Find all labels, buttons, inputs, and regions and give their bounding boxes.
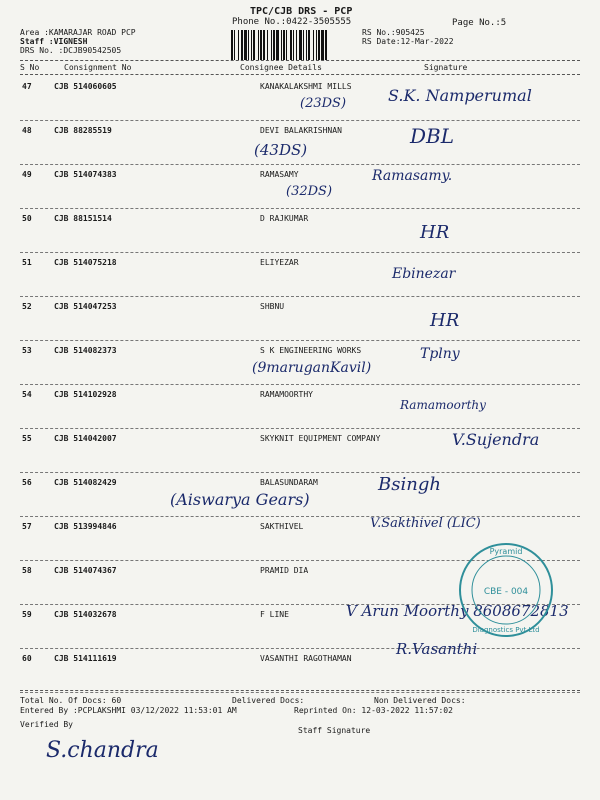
row-sno: 56 — [22, 478, 32, 487]
row-consignee-name: BALASUNDARAM — [260, 478, 318, 487]
row-sno: 58 — [22, 566, 32, 575]
row-consignment-no: CJB 514075218 — [54, 258, 117, 267]
row-signature: S.K. Namperumal — [388, 86, 532, 105]
table-row — [0, 214, 600, 258]
row-signature: Tplny — [420, 346, 460, 362]
row-signature: R.Vasanthi — [396, 640, 478, 658]
header-divider — [20, 60, 580, 61]
row-signature: HR — [420, 222, 450, 243]
row-divider — [20, 384, 580, 385]
barcode-bar — [271, 30, 272, 60]
row-sno: 51 — [22, 258, 32, 267]
row-sno: 47 — [22, 82, 32, 91]
row-consignment-no: CJB 514032678 — [54, 610, 117, 619]
row-sno: 53 — [22, 346, 32, 355]
row-sno: 59 — [22, 610, 32, 619]
barcode-bar — [248, 30, 249, 60]
row-consignee-name: SKYKNIT EQUIPMENT COMPANY — [260, 434, 381, 443]
row-consignee-name: VASANTHI RAGOTHAMAN — [260, 654, 352, 663]
table-row — [0, 640, 600, 698]
table-row — [0, 258, 600, 302]
row-consignee-name: ELIYEZAR — [260, 258, 299, 267]
row-consignment-no: CJB 514102928 — [54, 390, 117, 399]
barcode-bar — [296, 30, 297, 60]
row-divider — [20, 252, 580, 253]
row-divider — [20, 340, 580, 341]
area-label: Area :KAMARAJAR ROAD PCP — [20, 28, 136, 37]
table-row — [0, 302, 600, 346]
total-docs: Total No. Of Docs: 60 — [20, 696, 122, 705]
row-consignment-no: CJB 88151514 — [54, 214, 112, 223]
barcode-bar — [276, 30, 279, 60]
stamp-side: Diagnostics Pvt Ltd — [472, 626, 540, 634]
barcode-bar — [321, 30, 324, 60]
row-divider — [20, 208, 580, 209]
stamp-code: CBE - 004 — [483, 587, 529, 597]
row-consignee-name: S K ENGINEERING WORKS — [260, 346, 362, 355]
row-sno: 55 — [22, 434, 32, 443]
barcode-bar — [306, 30, 307, 60]
row-sno: 60 — [22, 654, 32, 663]
row-handwritten-note: (43DS) — [254, 141, 308, 159]
row-sno: 57 — [22, 522, 32, 531]
table-row — [0, 474, 600, 522]
rs-number: RS No.:905425 — [362, 28, 425, 37]
barcode-bar — [244, 30, 247, 60]
row-handwritten-note: (23DS) — [300, 96, 347, 111]
row-handwritten-note: (32DS) — [286, 184, 333, 199]
table-row — [0, 430, 600, 478]
stamp-top: Pyramid — [489, 547, 523, 556]
barcode-bar — [263, 30, 265, 60]
phone-number: Phone No.:0422-3505555 — [232, 17, 352, 27]
row-consignment-no: CJB 513994846 — [54, 522, 117, 531]
row-consignment-no: CJB 514074383 — [54, 170, 117, 179]
row-signature: V.Sakthivel (LIC) — [370, 516, 481, 531]
non-delivered-docs: Non Delivered Docs: — [374, 696, 466, 705]
barcode-bar — [286, 30, 287, 60]
row-consignee-name: RAMAMOORTHY — [260, 390, 313, 399]
row-sno: 48 — [22, 126, 32, 135]
page-number: Page No.:5 — [452, 18, 507, 28]
col-consignment: Consignment No — [64, 63, 132, 72]
col-details: Consignee Details — [240, 63, 322, 72]
barcode-bar — [234, 30, 235, 60]
verified-by-label: Verified By — [20, 720, 73, 729]
row-signature: HR — [430, 310, 460, 331]
row-signature: Ramasamy. — [372, 168, 453, 184]
row-consignee-name: PRAMID DIA — [260, 566, 309, 575]
barcode-bar — [325, 30, 327, 60]
row-consignment-no: CJB 514074367 — [54, 566, 117, 575]
row-consignment-no: CJB 514047253 — [54, 302, 117, 311]
entered-by: Entered By :PCPLAKSHMI 03/12/2022 11:53:01 AM — [20, 706, 237, 715]
barcode-bar — [308, 30, 310, 60]
row-divider — [20, 692, 580, 693]
barcode-bar — [258, 30, 259, 60]
row-signature: V.Sujendra — [452, 430, 540, 449]
row-handwritten-note: (Aiswarya Gears) — [170, 490, 310, 509]
row-divider — [20, 472, 580, 473]
row-sno: 50 — [22, 214, 32, 223]
row-divider — [20, 164, 580, 165]
delivered-docs: Delivered Docs: — [232, 696, 305, 705]
col-sno: S No — [20, 63, 40, 72]
row-consignment-no: CJB 514082429 — [54, 478, 117, 487]
row-signature: Bsingh — [378, 474, 441, 495]
row-signature: Ebinezar — [392, 266, 456, 282]
row-handwritten-note: (9maruganKavil) — [252, 360, 372, 376]
barcode-bar — [251, 30, 252, 60]
row-sno: 54 — [22, 390, 32, 399]
row-consignee-name: SHBNU — [260, 302, 285, 311]
row-divider — [20, 296, 580, 297]
row-consignment-no: CJB 514060605 — [54, 82, 117, 91]
footer-divider — [20, 690, 580, 691]
row-consignment-no: CJB 88285519 — [54, 126, 112, 135]
barcode-bar — [283, 30, 285, 60]
row-consignee-name: D RAJKUMAR — [260, 214, 309, 223]
row-consignment-no: CJB 514111619 — [54, 654, 117, 663]
barcode-bar — [241, 30, 243, 60]
row-divider — [20, 428, 580, 429]
pyramid-stamp — [456, 540, 556, 640]
rs-date: RS Date:12-Mar-2022 — [362, 37, 454, 46]
barcode-bar — [273, 30, 275, 60]
row-signature: V Arun Moorthy 8608672813 — [346, 602, 569, 620]
barcode-bar — [299, 30, 302, 60]
staff-label: Staff :VIGNESH — [20, 37, 88, 46]
barcode-bar — [316, 30, 317, 60]
barcode-bar — [260, 30, 262, 60]
row-signature: DBL — [410, 124, 455, 148]
barcode-bar — [267, 30, 268, 60]
row-consignee-name: SAKTHIVEL — [260, 522, 304, 531]
row-signature: Ramamoorthy — [400, 398, 486, 412]
barcode-bar — [231, 30, 233, 60]
row-divider — [20, 120, 580, 121]
row-sno: 52 — [22, 302, 32, 311]
row-consignment-no: CJB 514042007 — [54, 434, 117, 443]
document-title: TPC/CJB DRS - PCP — [250, 6, 353, 17]
barcode-bar — [313, 30, 314, 60]
row-consignee-name: RAMASAMY — [260, 170, 299, 179]
row-consignee-name: KANAKALAKSHMI MILLS — [260, 82, 352, 91]
staff-signature-label: Staff Signature — [298, 726, 371, 735]
column-divider — [20, 74, 580, 75]
table-row — [0, 82, 600, 126]
row-sno: 49 — [22, 170, 32, 179]
col-signature: Signature — [424, 63, 468, 72]
barcode-bar — [293, 30, 294, 60]
table-row — [0, 390, 600, 434]
row-divider — [20, 516, 580, 517]
barcode-bar — [238, 30, 239, 60]
reprinted-on: Reprinted On: 12-03-2022 11:57:02 — [294, 706, 453, 715]
row-consignee-name: F LINE — [260, 610, 289, 619]
row-consignment-no: CJB 514082373 — [54, 346, 117, 355]
drs-number: DRS No. :DCJB90542505 — [20, 46, 122, 55]
barcode-bar — [318, 30, 320, 60]
barcode-bar — [290, 30, 292, 60]
row-divider — [20, 648, 580, 649]
barcode-bar — [281, 30, 282, 60]
verified-signature: S.chandra — [46, 738, 159, 763]
barcode — [229, 30, 354, 60]
barcode-bar — [253, 30, 255, 60]
barcode-bar — [303, 30, 304, 60]
row-consignee-name: DEVI BALAKRISHNAN — [260, 126, 342, 135]
table-row — [0, 346, 600, 390]
table-row — [0, 126, 600, 170]
table-row — [0, 170, 600, 214]
